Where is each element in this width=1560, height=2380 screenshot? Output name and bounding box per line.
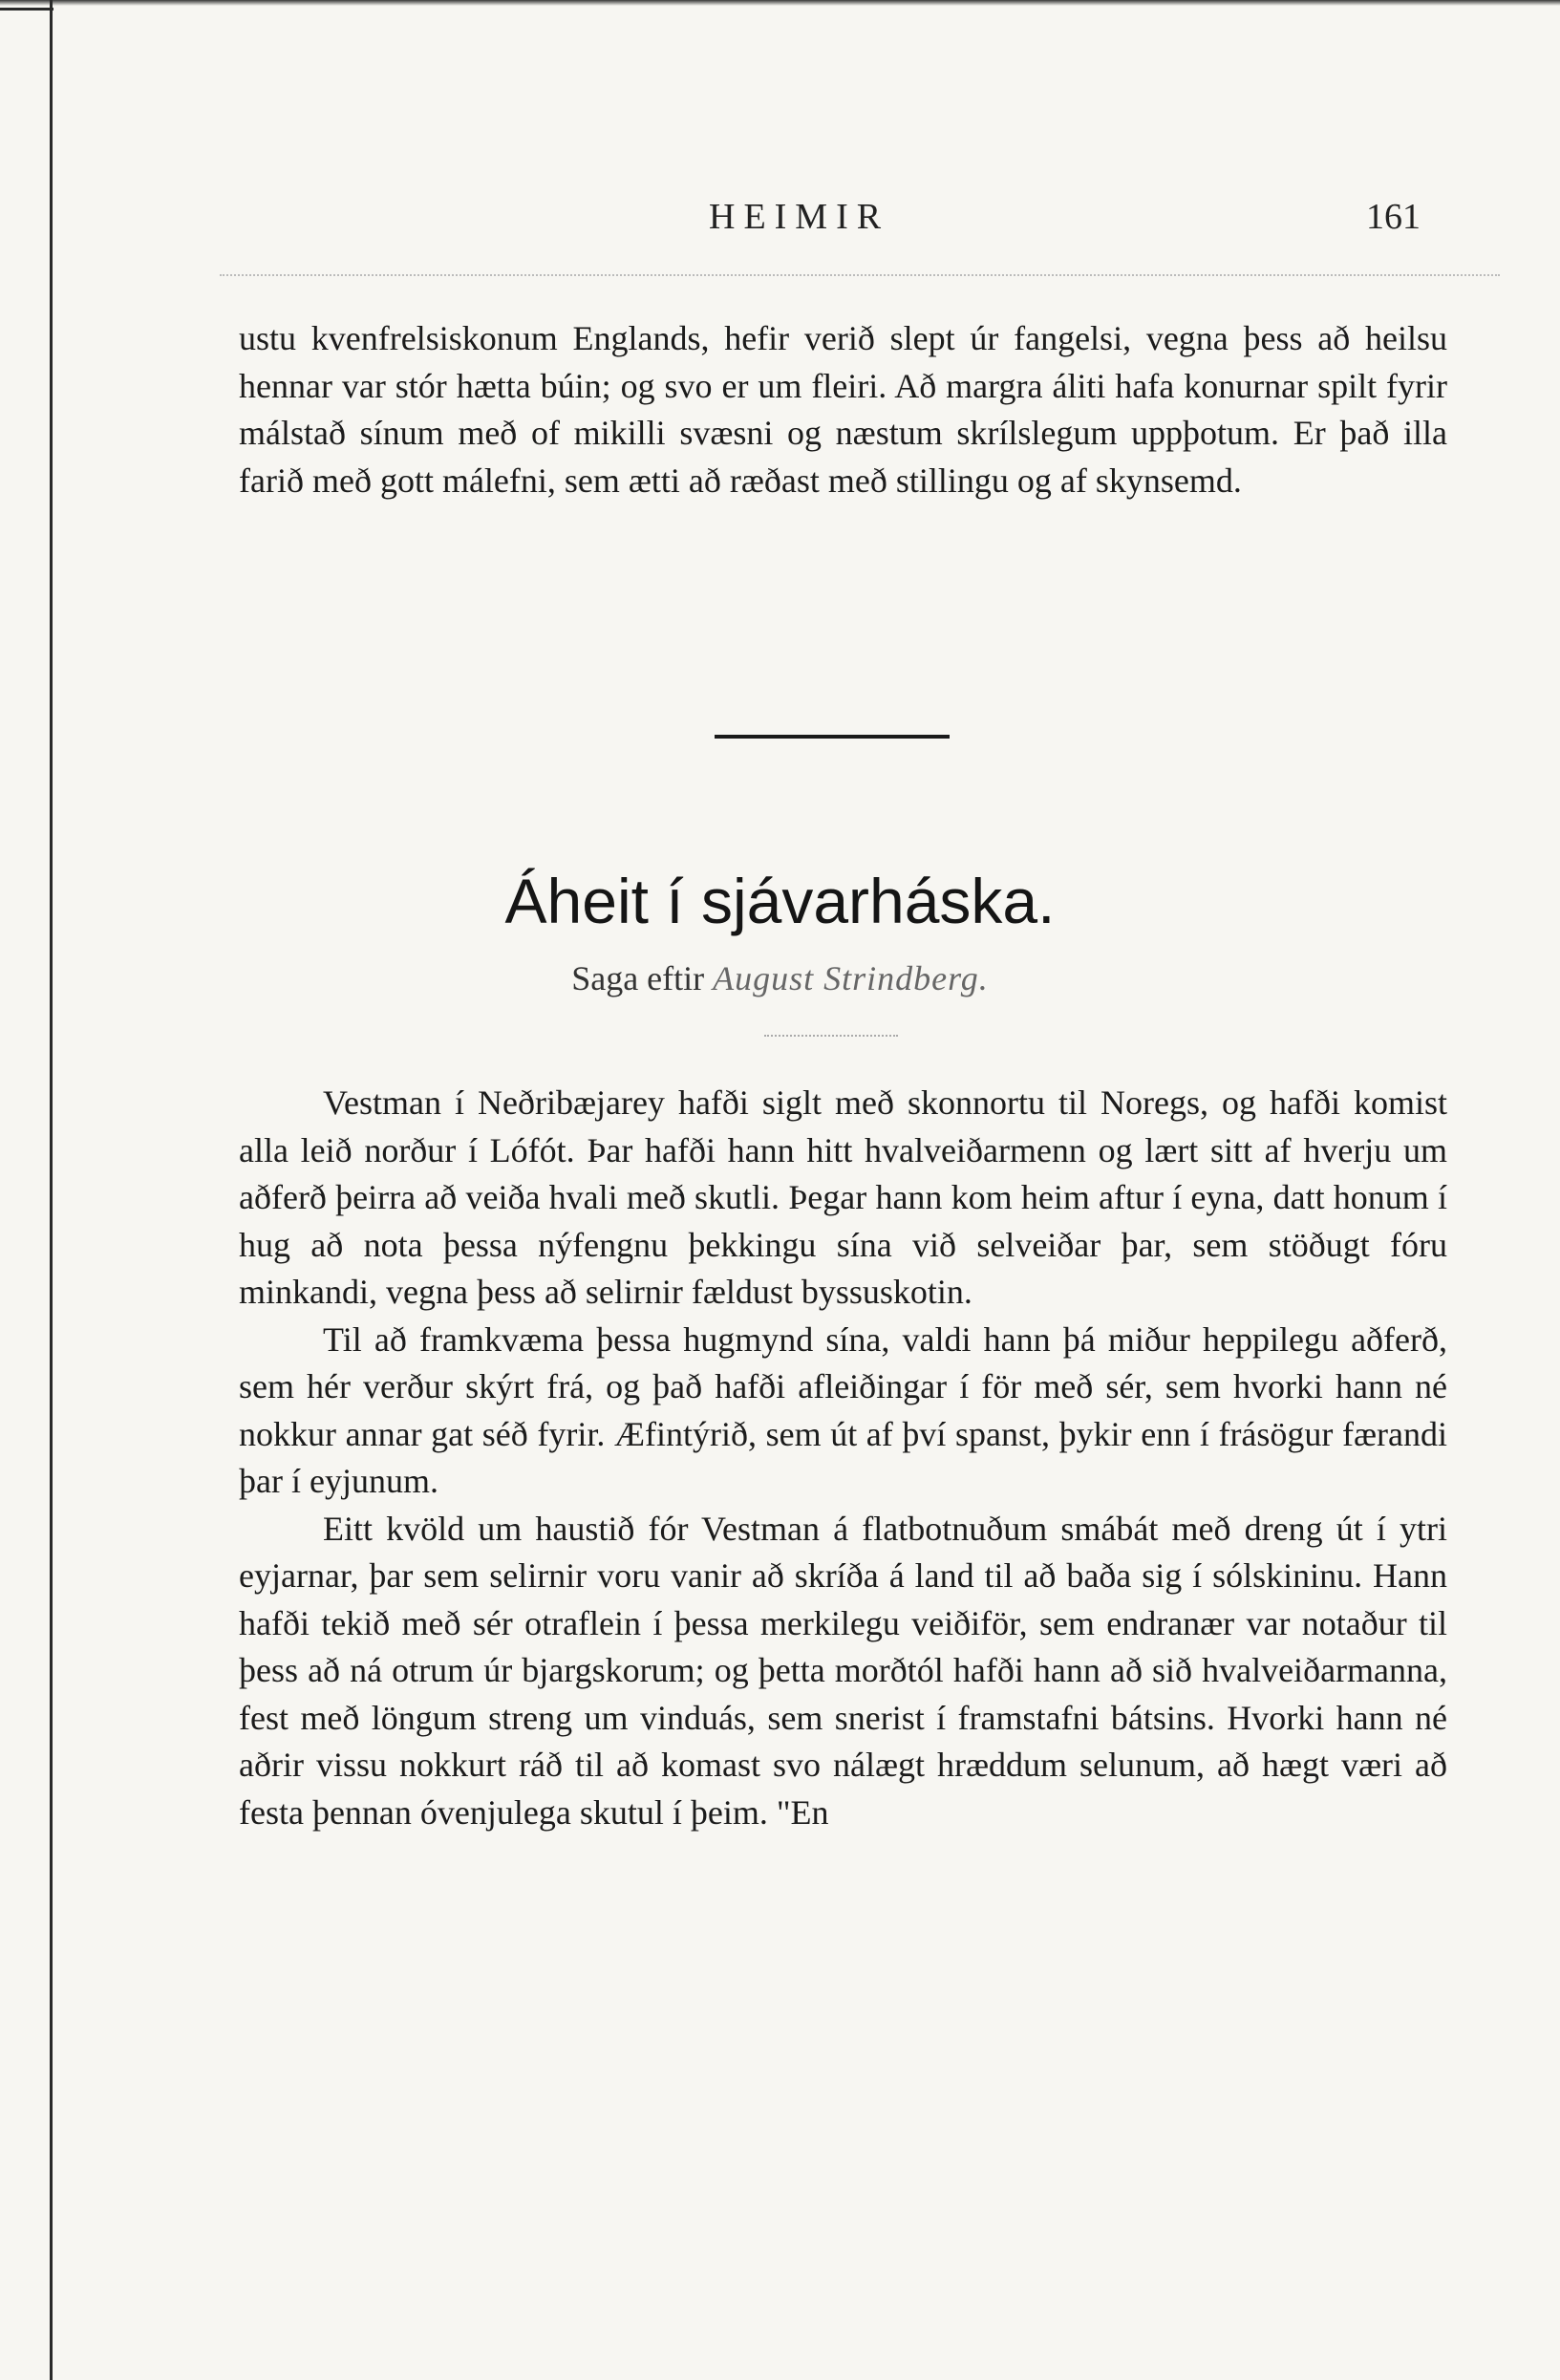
story-byline [0,958,1560,998]
continued-paragraph-block [239,315,1447,504]
scan-left-edge [50,0,53,2380]
byline-author: August Strindberg. [713,959,989,997]
running-head: HEIMIR [709,197,890,237]
header-rule [220,274,1500,276]
section-divider [715,735,950,739]
scan-top-edge [0,0,1560,6]
story-title: Áheit í sjávarháska. [504,866,1056,936]
byline-rule [764,1035,898,1037]
byline-prefix: Saga eftir [571,959,705,997]
story-body [239,1080,1447,1836]
continued-paragraph: ustu kvenfrelsiskonum Englands, hefir verið slept úr fangelsi, vegna þess að heilsu hennar var stór hætta búin; og svo er um fleiri. Að margra áliti hafa konurnar spilt fyrir málstað sínum með of mikilli svæsni og næstum skrílslegum uppþotum. Er það illa farið með gott málefni, sem ætti að ræðast með stillingu og af skynsemd. [239,319,1447,500]
page-number: 161 [1366,197,1421,237]
page-header [0,196,1560,253]
story-paragraph: Vestman í Neðribæjarey hafði siglt með skonnortu til Noregs, og hafði komist alla leið norður í Lófót. Þar hafði hann hitt hvalveiðarmenn og lært sitt af hverju um aðferð þeirra að veiða hvali með skutli. Þegar hann kom heim aftur í eyna, datt honum í hug að nota þessa nýfengnu þekkingu sína við selveiðar þar, sem stöðugt fóru minkandi, vegna þess að selirnir fældust byssuskotin. [239,1083,1447,1311]
scan-left-tick [0,8,53,11]
story-paragraph: Eitt kvöld um haustið fór Vestman á flatbotnuðum smábát með dreng út í ytri eyjarnar, þar sem selirnir voru vanir að skríða á land til að baða sig í sólskininu. Hann hafði tekið með sér otraflein í þessa merkilegu veiðiför, sem endranær var notaður til þess að ná otrum úr bjargskorum; og þetta morðtól hafði hann að sið hvalveiðarmanna, fest með löngum streng um vinduás, sem snerist í framstafni bátsins. Hvorki hann né aðrir vissu nokkurt ráð til að komast svo nálægt hræddum selunum, að hægt væri að festa þennan óvenjulega skutul í þeim. "En [239,1509,1447,1832]
story-paragraph: Til að framkvæma þessa hugmynd sína, valdi hann þá miður heppilegu aðferð, sem hér verður skýrt frá, og það hafði afleiðingar í för með sér, sem hvorki hann né nokkur annar gat séð fyrir. Æfintýrið, sem út af því spanst, þykir enn í frásögur færandi þar í eyjunum. [239,1319,1447,1500]
